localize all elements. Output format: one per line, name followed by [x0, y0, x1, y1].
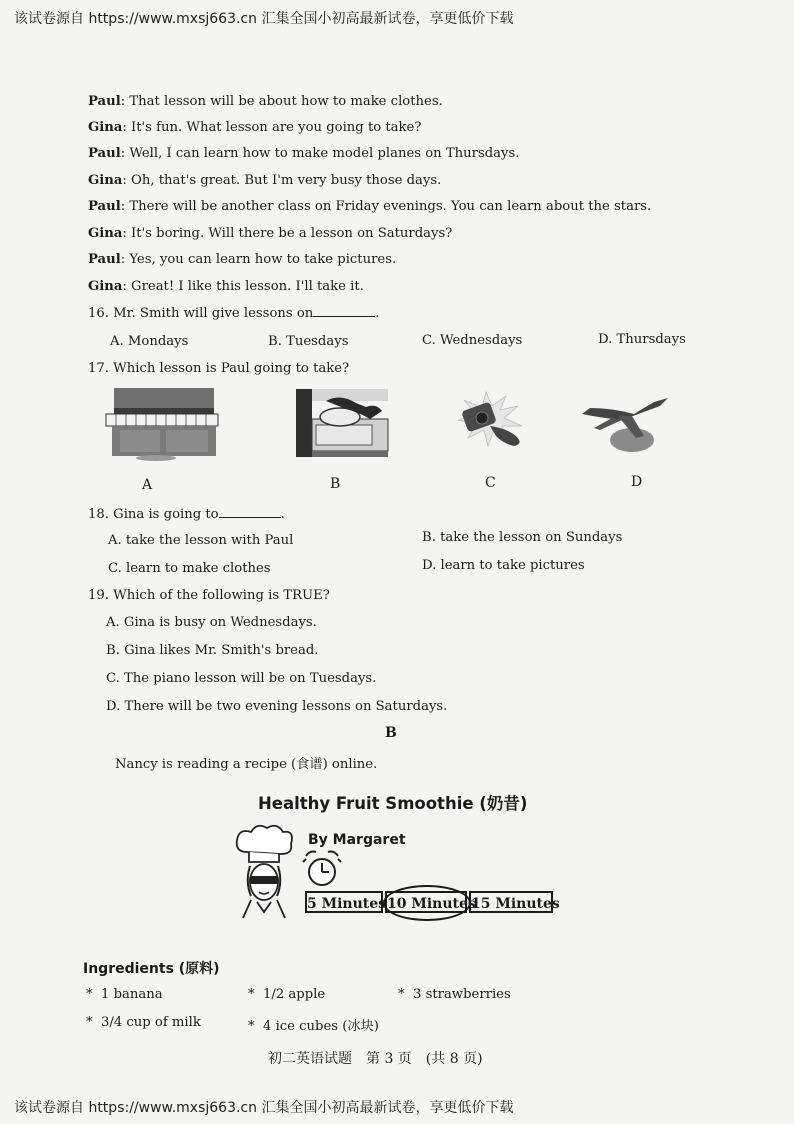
speaker-name: Gina [88, 226, 123, 241]
page-footer: 初二英语试题 第 3 页 (共 8 页) [268, 1051, 483, 1067]
speaker-name: Paul [88, 146, 121, 161]
ingredients-title: Ingredients (原料) [83, 961, 220, 977]
section-b-heading: B [385, 725, 397, 741]
picture-label-d: D [631, 474, 643, 490]
speaker-name: Paul [88, 94, 121, 109]
q16-option-b: B. Tuesdays [268, 334, 349, 349]
q19-option-b: B. Gina likes Mr. Smith's bread. [106, 643, 319, 658]
q18-option-b: B. take the lesson on Sundays [422, 530, 623, 545]
dialogue-line: Paul: There will be another class on Friday evenings. You can learn about the stars. [88, 199, 652, 214]
dialogue-text: Yes, you can learn how to take pictures. [129, 252, 397, 267]
ingredient-item: * 4 ice cubes (冰块) [248, 1019, 379, 1034]
camera-image [456, 392, 532, 448]
dialogue-text: It's fun. What lesson are you going to take? [131, 120, 422, 135]
answer-blank [219, 507, 281, 518]
dialogue-line: Gina: It's boring. Will there be a lesson on Saturdays? [88, 226, 453, 241]
question-16: 16. Mr. Smith will give lessons on . [88, 306, 380, 321]
q16-option-c: C. Wednesdays [422, 333, 523, 348]
speaker-name: Gina [88, 279, 123, 294]
dialogue-line: Paul: That lesson will be about how to make clothes. [88, 94, 443, 109]
dialogue-text: It's boring. Will there be a lesson on Saturdays? [131, 226, 453, 241]
selected-time-circle [383, 885, 471, 921]
ingredient-item: * 1/2 apple [248, 987, 326, 1002]
time-option-15: 15 Minutes [469, 891, 553, 913]
prep-time-options [305, 891, 560, 915]
q19-option-c: C. The piano lesson will be on Tuesdays. [106, 671, 377, 686]
picture-label-b: B [330, 476, 341, 492]
dialogue-line: Gina: Great! I like this lesson. I'll take it. [88, 279, 364, 294]
dialogue-text: There will be another class on Friday evenings. You can learn about the stars. [129, 199, 652, 214]
dialogue-line: Gina: Oh, that's great. But I'm very busy those days. [88, 173, 442, 188]
question-17-stem: 17. Which lesson is Paul going to take? [88, 361, 350, 376]
question-18: 18. Gina is going to . [88, 507, 285, 522]
dialogue-text: Oh, that's great. But I'm very busy those days. [131, 173, 442, 188]
time-option-10: 10 Minutes [385, 891, 467, 913]
q18-option-a: A. take the lesson with Paul [108, 533, 294, 548]
dialogue-text: Great! I like this lesson. I'll take it. [131, 279, 364, 294]
question-16-stem: 16. Mr. Smith will give lessons on [88, 306, 314, 321]
chef-avatar [233, 826, 295, 918]
dialogue-text: Well, I can learn how to make model planes on Thursdays. [129, 146, 520, 161]
recipe-title: Healthy Fruit Smoothie (奶昔) [258, 794, 528, 813]
piano-image [106, 388, 221, 462]
ingredient-item: * 3 strawberries [398, 987, 511, 1002]
baking-image [296, 389, 388, 457]
q19-option-a: A. Gina is busy on Wednesdays. [106, 615, 317, 630]
picture-label-a: A [142, 477, 153, 493]
question-19-stem: 19. Which of the following is TRUE? [88, 588, 330, 603]
source-footer: 该试卷源自 https://www.mxsj663.cn 汇集全国小初高最新试卷，享更低价下载 [14, 1100, 514, 1116]
time-option-5: 5 Minutes [305, 891, 383, 913]
dialogue-line: Gina: It's fun. What lesson are you going to take? [88, 120, 422, 135]
q16-option-a: A. Mondays [110, 334, 189, 349]
question-18-stem: 18. Gina is going to [88, 507, 219, 522]
section-b-intro: Nancy is reading a recipe (食谱) online. [115, 757, 378, 772]
q18-option-d: D. learn to take pictures [422, 558, 585, 573]
model-plane-image [582, 396, 668, 456]
dialogue-line: Paul: Yes, you can learn how to take pictures. [88, 252, 397, 267]
speaker-name: Paul [88, 252, 121, 267]
speaker-name: Gina [88, 173, 123, 188]
ingredient-item: * 3/4 cup of milk [86, 1015, 201, 1030]
recipe-author: By Margaret [308, 832, 406, 848]
picture-label-c: C [485, 475, 496, 491]
ingredient-item: * 1 banana [86, 987, 163, 1002]
q16-option-d: D. Thursdays [598, 332, 686, 347]
q19-option-d: D. There will be two evening lessons on Saturdays. [106, 699, 448, 714]
speaker-name: Gina [88, 120, 123, 135]
answer-blank [313, 306, 375, 317]
source-header: 该试卷源自 https://www.mxsj663.cn 汇集全国小初高最新试卷，享更低价下载 [14, 11, 514, 27]
alarm-clock-icon [302, 848, 342, 888]
speaker-name: Paul [88, 199, 121, 214]
dialogue-line: Paul: Well, I can learn how to make model planes on Thursdays. [88, 146, 520, 161]
dialogue-text: That lesson will be about how to make clothes. [129, 94, 443, 109]
q18-option-c: C. learn to make clothes [108, 561, 271, 576]
